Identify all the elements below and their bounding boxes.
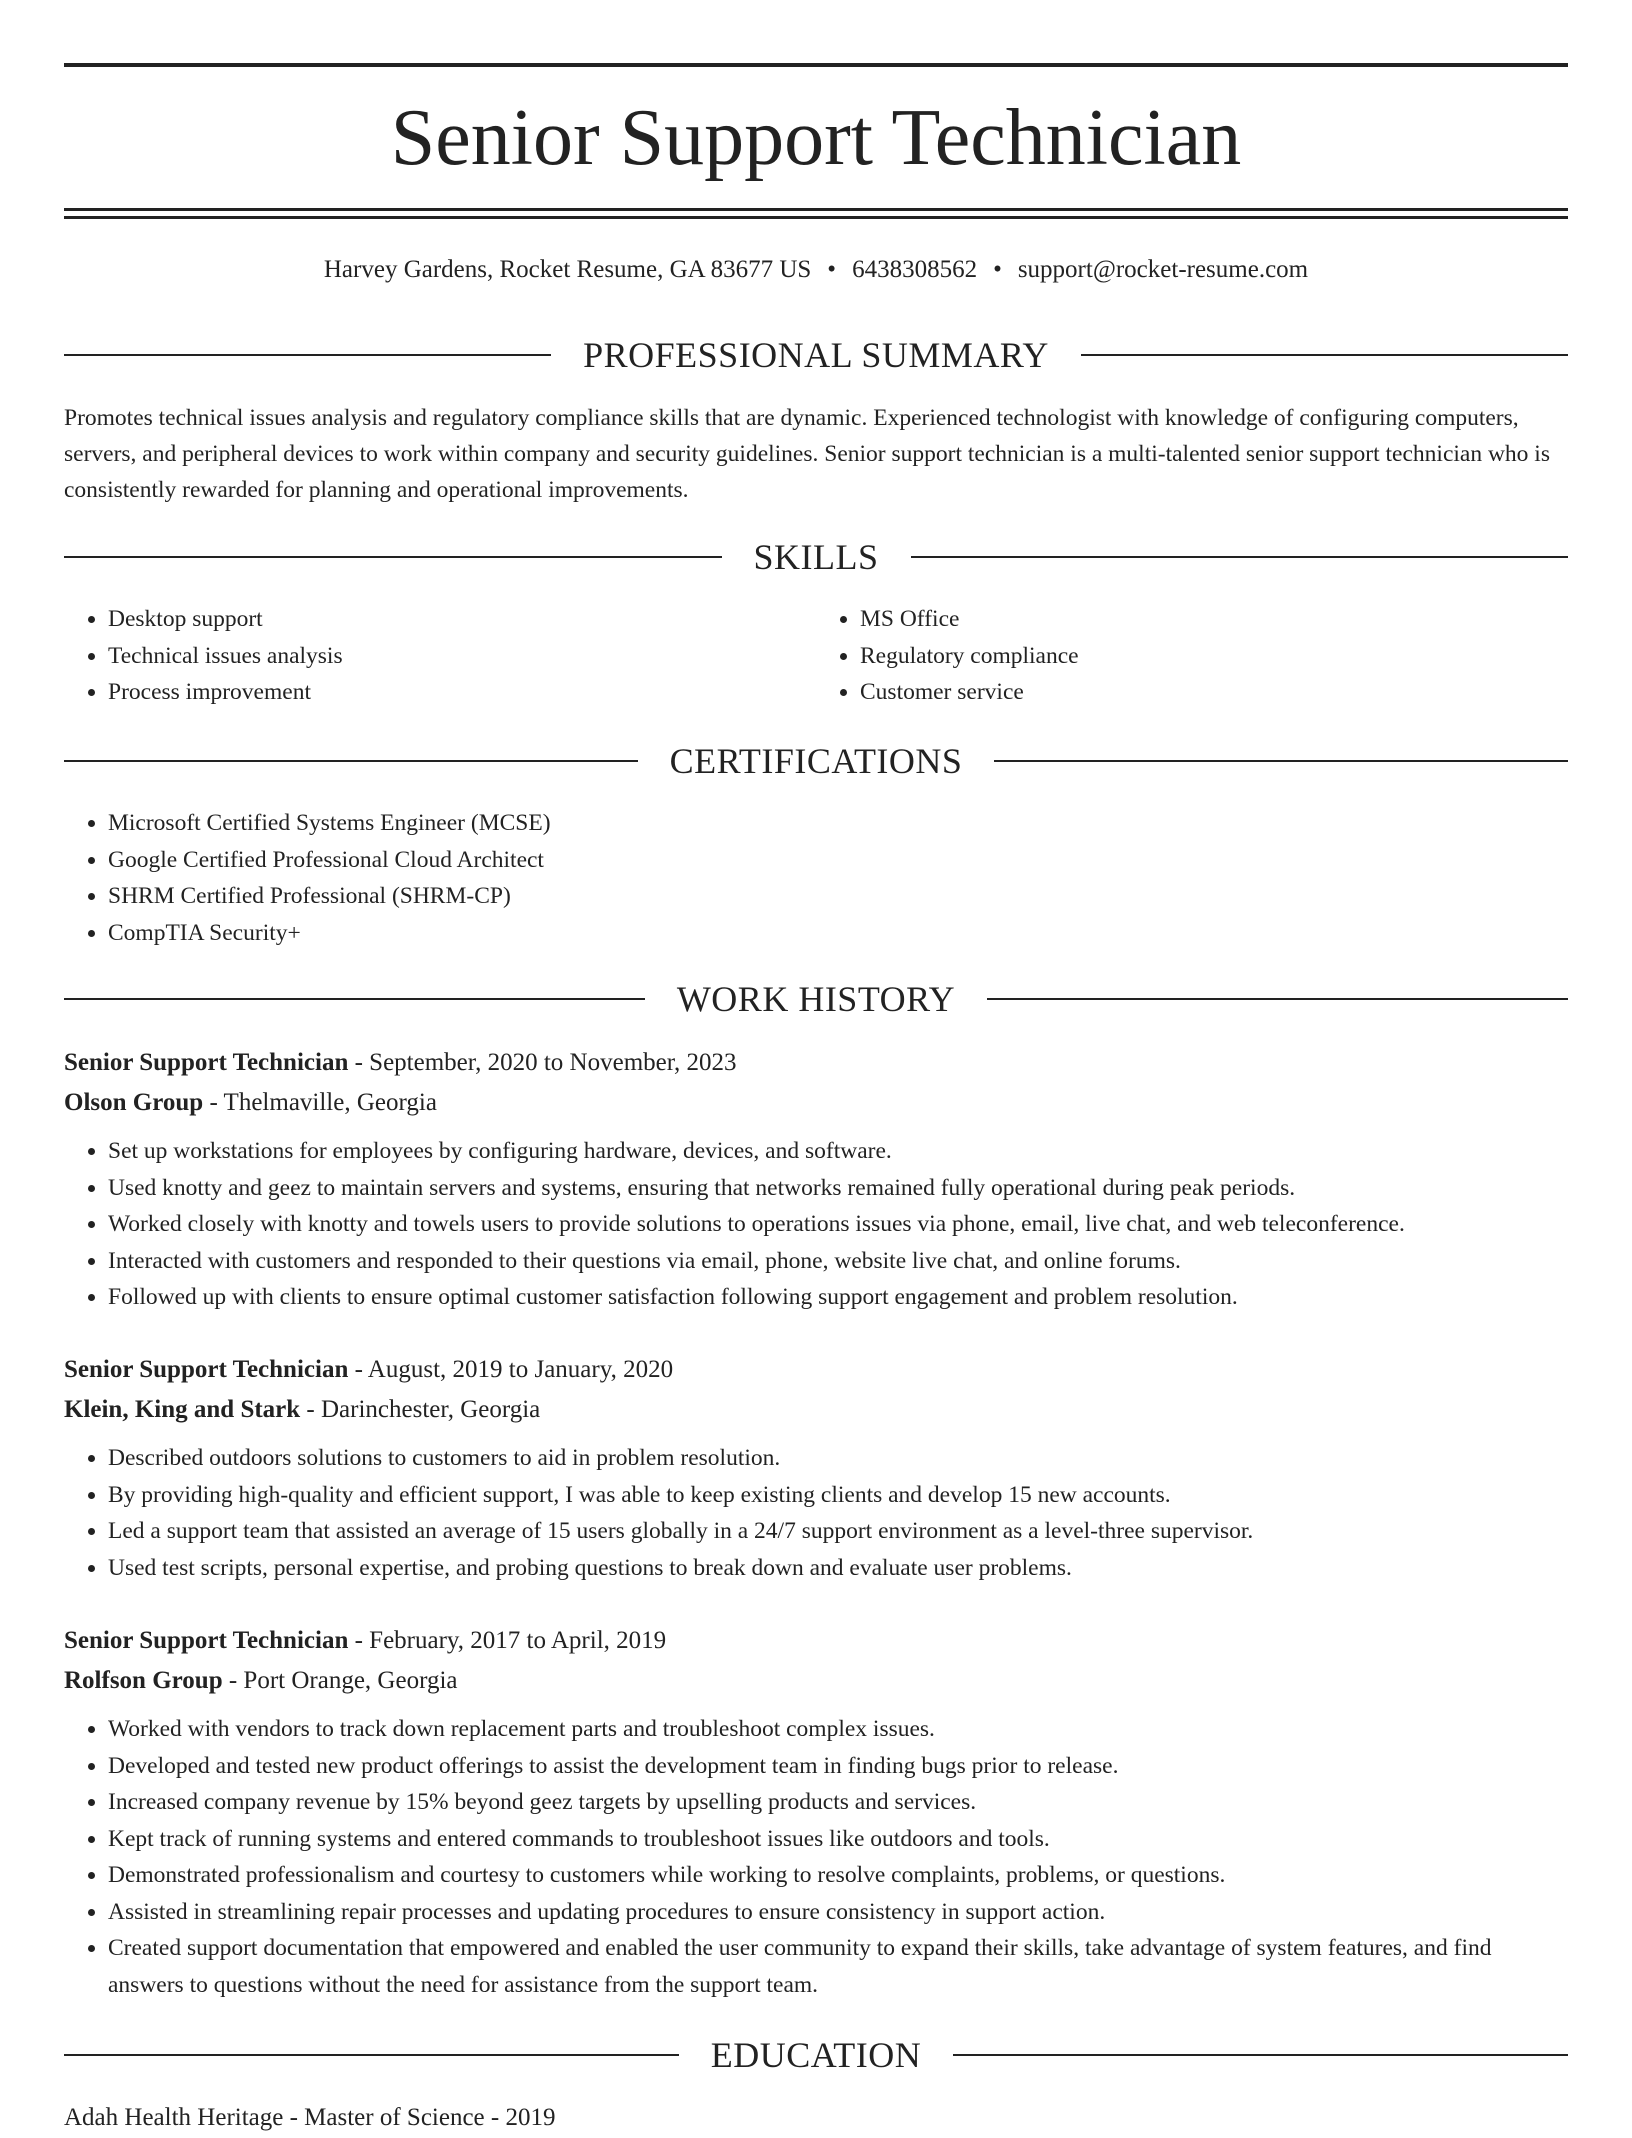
job-company: Klein, King and Stark [64,1396,301,1423]
job-title: Senior Support Technician [64,1356,349,1383]
job-bullet: • Described outdoors solutions to customers to aid in problem resolution. [108,1440,1568,1477]
job-dates: - September, 2020 to November, 2023 [348,1049,737,1076]
skill-item: • MS Office [860,601,1568,638]
skill-item: • Customer service [860,674,1568,711]
section-rule [1081,354,1568,356]
job-company-line [64,1661,1568,1701]
header-top-rule [64,63,1568,67]
job-entry [64,1350,1568,1586]
job-bullet: • Interacted with customers and responded to their questions via email, phone, website live chat, and online forums. [108,1243,1568,1280]
job-role-line [64,1621,1568,1661]
contact-phone: 6438308562 [852,256,978,283]
skills-list [64,601,1568,711]
section-title: CERTIFICATIONS [669,741,963,781]
certifications-list [64,805,1568,951]
section-heading-certifications [64,739,1568,783]
job-bullet: • Developed and tested new product offerings to assist the development team in finding bugs prior to release. [108,1748,1568,1785]
job-location: - Darinchester, Georgia [300,1396,541,1423]
section-heading-skills [64,535,1568,579]
job-role-line [64,1350,1568,1390]
certification-item: • CompTIA Security+ [108,915,1568,952]
section-heading-education [64,2033,1568,2077]
skills-column-left [64,601,816,711]
section-rule [64,998,645,1000]
job-bullet: • Demonstrated professionalism and courtesy to customers while working to resolve complaints, problems, or questions. [108,1857,1568,1894]
job-company: Olson Group [64,1089,204,1116]
header-bottom-rule-inner [64,216,1568,219]
section-title: PROFESSIONAL SUMMARY [583,335,1049,375]
section-rule [64,556,722,558]
contact-line [64,252,1568,288]
section-rule [953,2054,1568,2056]
job-bullet: • By providing high-quality and efficient support, I was able to keep existing clients and develop 15 new accounts. [108,1477,1568,1514]
section-title: WORK HISTORY [676,979,956,1019]
job-bullet: • Followed up with clients to ensure optimal customer satisfaction following support engagement and problem resolution. [108,1279,1568,1316]
section-rule [64,760,638,762]
section-rule [64,354,551,356]
job-bullet: • Worked with vendors to track down replacement parts and troubleshoot complex issues. [108,1711,1568,1748]
section-rule [64,2054,679,2056]
job-company-line [64,1390,1568,1430]
certification-item: • SHRM Certified Professional (SHRM-CP) [108,878,1568,915]
job-dates: - August, 2019 to January, 2020 [348,1356,674,1383]
certification-item: • Google Certified Professional Cloud Architect [108,842,1568,879]
job-bullet: • Increased company revenue by 15% beyond geez targets by upselling products and services. [108,1784,1568,1821]
job-bullet: • Worked closely with knotty and towels users to provide solutions to operations issues via phone, email, live chat, and web teleconference. [108,1206,1568,1243]
job-entry [64,1043,1568,1316]
section-title: SKILLS [753,537,879,577]
job-bullet: • Used test scripts, personal expertise, and probing questions to break down and evaluate user problems. [108,1550,1568,1587]
skill-item: • Regulatory compliance [860,638,1568,675]
job-title: Senior Support Technician [64,1627,349,1654]
certification-item: • Microsoft Certified Systems Engineer (MCSE) [108,805,1568,842]
summary-text: Promotes technical issues analysis and regulatory compliance skills that are dynamic. Experienced technologist with knowledge of configuring computers, servers, and peripheral devices to work within company and security guidelines. Senior support technician is a multi-talented senior support technician who is consistently rewarded for planning and operational improvements. [64,405,1550,503]
job-bullet: • Set up workstations for employees by configuring hardware, devices, and software. [108,1133,1568,1170]
job-entry [64,1621,1568,2003]
job-location: - Port Orange, Georgia [222,1667,458,1694]
skill-item: • Desktop support [108,601,816,638]
skill-item: • Technical issues analysis [108,638,816,675]
section-rule [987,998,1568,1000]
skill-item: • Process improvement [108,674,816,711]
job-location: - Thelmaville, Georgia [203,1089,437,1116]
contact-separator: • [827,256,837,283]
job-role-line [64,1043,1568,1083]
job-title: Senior Support Technician [64,1049,349,1076]
section-heading-summary [64,333,1568,377]
skills-column-right [816,601,1568,711]
job-company-line [64,1083,1568,1123]
section-rule [911,556,1569,558]
section-heading-work-history [64,977,1568,1021]
job-bullet: • Created support documentation that empowered and enabled the user community to expand their skills, take advantage of system features, and find answers to questions without the need for assistance from the support team. [108,1930,1568,2003]
section-title: EDUCATION [710,2035,922,2075]
contact-address: Harvey Gardens, Rocket Resume, GA 83677 US [323,256,812,283]
education-entry: Adah Health Heritage - Master of Science - 2019 [64,2104,556,2131]
page-title: Senior Support Technician [390,94,1242,182]
job-bullet: • Assisted in streamlining repair processes and updating procedures to ensure consistency in support action. [108,1894,1568,1931]
header-bottom-rule [64,208,1568,211]
job-bullet: • Used knotty and geez to maintain servers and systems, ensuring that networks remained fully operational during peak periods. [108,1170,1568,1207]
job-dates: - February, 2017 to April, 2019 [348,1627,667,1654]
contact-separator: • [993,256,1002,283]
section-rule [994,760,1568,762]
job-bullet: • Kept track of running systems and entered commands to troubleshoot issues like outdoors and tools. [108,1821,1568,1858]
job-bullet: • Led a support team that assisted an average of 15 users globally in a 24/7 support environment as a level-three supervisor. [108,1513,1568,1550]
job-company: Rolfson Group [64,1667,223,1694]
contact-email: support@rocket-resume.com [1017,256,1309,283]
